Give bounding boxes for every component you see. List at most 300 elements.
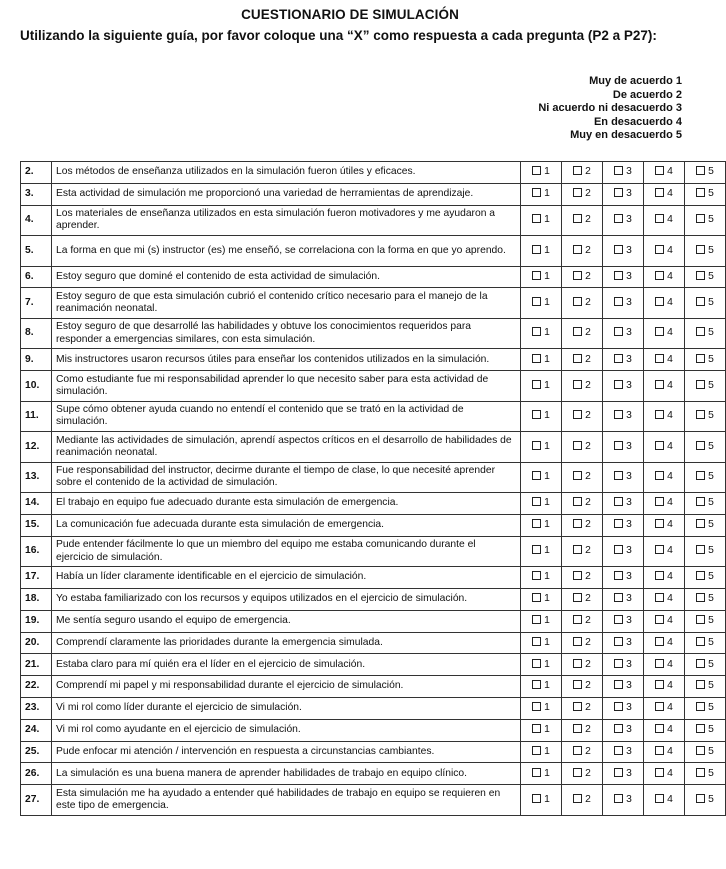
answer-option-2[interactable] — [562, 632, 603, 654]
checkbox[interactable] — [573, 471, 582, 480]
checkbox[interactable] — [532, 637, 541, 646]
checkbox[interactable] — [532, 571, 541, 580]
answer-option-2[interactable] — [562, 432, 603, 463]
checkbox[interactable] — [655, 327, 664, 336]
answer-option-2[interactable] — [562, 654, 603, 676]
answer-option-1[interactable] — [521, 401, 562, 432]
answer-option-1[interactable] — [521, 536, 562, 567]
question-text: Supe cómo obtener ayuda cuando no entendí el contenido que se trató en la actividad de simulación. — [52, 401, 521, 432]
checkbox[interactable] — [532, 680, 541, 689]
checkbox[interactable] — [532, 702, 541, 711]
checkbox[interactable] — [614, 519, 623, 528]
checkbox[interactable] — [655, 794, 664, 803]
answer-option-4[interactable] — [644, 162, 685, 184]
answer-option-2[interactable] — [562, 785, 603, 816]
answer-option-5[interactable] — [685, 514, 726, 536]
answer-option-2[interactable] — [562, 493, 603, 515]
answer-option-2[interactable] — [562, 610, 603, 632]
answer-option-1[interactable] — [521, 719, 562, 741]
answer-option-4[interactable] — [644, 288, 685, 319]
answer-option-5[interactable] — [685, 610, 726, 632]
checkbox[interactable] — [655, 637, 664, 646]
option-label: 1 — [544, 658, 550, 670]
checkbox[interactable] — [573, 702, 582, 711]
checkbox[interactable] — [532, 746, 541, 755]
answer-option-5[interactable] — [685, 236, 726, 267]
checkbox[interactable] — [532, 724, 541, 733]
answer-option-4[interactable] — [644, 610, 685, 632]
checkbox[interactable] — [696, 380, 705, 389]
option-label: 5 — [708, 296, 714, 308]
checkbox[interactable] — [696, 166, 705, 175]
answer-option-5[interactable] — [685, 162, 726, 184]
checkbox[interactable] — [614, 659, 623, 668]
answer-option-4[interactable] — [644, 536, 685, 567]
answer-option-1[interactable] — [521, 567, 562, 589]
answer-option-4[interactable] — [644, 676, 685, 698]
answer-option-2[interactable] — [562, 236, 603, 267]
checkbox[interactable] — [696, 354, 705, 363]
answer-option-2[interactable] — [562, 589, 603, 611]
answer-option-3[interactable] — [603, 676, 644, 698]
checkbox[interactable] — [655, 354, 664, 363]
answer-option-2[interactable] — [562, 266, 603, 288]
answer-option-2[interactable] — [562, 741, 603, 763]
checkbox[interactable] — [532, 519, 541, 528]
answer-option-2[interactable] — [562, 514, 603, 536]
answer-option-1[interactable] — [521, 266, 562, 288]
option-label: 1 — [544, 767, 550, 779]
checkbox[interactable] — [614, 746, 623, 755]
checkbox[interactable] — [573, 327, 582, 336]
checkbox[interactable] — [655, 659, 664, 668]
answer-option-3[interactable] — [603, 401, 644, 432]
answer-option-4[interactable] — [644, 462, 685, 493]
answer-option-2[interactable] — [562, 371, 603, 402]
answer-option-1[interactable] — [521, 371, 562, 402]
option-label: 2 — [585, 270, 591, 282]
answer-option-4[interactable] — [644, 567, 685, 589]
answer-option-3[interactable] — [603, 698, 644, 720]
answer-option-1[interactable] — [521, 183, 562, 205]
checkbox[interactable] — [614, 471, 623, 480]
checkbox[interactable] — [573, 354, 582, 363]
checkbox[interactable] — [655, 166, 664, 175]
checkbox[interactable] — [696, 441, 705, 450]
answer-option-4[interactable] — [644, 236, 685, 267]
scale-legend — [362, 75, 682, 143]
checkbox[interactable] — [696, 271, 705, 280]
answer-option-1[interactable] — [521, 162, 562, 184]
checkbox[interactable] — [573, 410, 582, 419]
answer-option-4[interactable] — [644, 493, 685, 515]
question-number: 11. — [21, 401, 52, 432]
answer-option-3[interactable] — [603, 266, 644, 288]
option-label: 2 — [585, 636, 591, 648]
option-label: 2 — [585, 767, 591, 779]
answer-option-5[interactable] — [685, 401, 726, 432]
answer-option-3[interactable] — [603, 236, 644, 267]
checkbox[interactable] — [573, 297, 582, 306]
checkbox[interactable] — [532, 188, 541, 197]
answer-option-5[interactable] — [685, 698, 726, 720]
answer-option-4[interactable] — [644, 371, 685, 402]
checkbox[interactable] — [696, 702, 705, 711]
answer-option-1[interactable] — [521, 698, 562, 720]
checkbox[interactable] — [614, 680, 623, 689]
option-label: 5 — [708, 767, 714, 779]
checkbox[interactable] — [573, 188, 582, 197]
checkbox[interactable] — [532, 497, 541, 506]
checkbox[interactable] — [614, 545, 623, 554]
answer-option-1[interactable] — [521, 349, 562, 371]
answer-option-4[interactable] — [644, 514, 685, 536]
checkbox[interactable] — [532, 214, 541, 223]
answer-option-1[interactable] — [521, 610, 562, 632]
answer-option-4[interactable] — [644, 349, 685, 371]
answer-option-4[interactable] — [644, 785, 685, 816]
option-label: 5 — [708, 410, 714, 422]
question-text: Vi mi rol como ayudante en el ejercicio de simulación. — [52, 719, 521, 741]
checkbox[interactable] — [573, 166, 582, 175]
checkbox[interactable] — [532, 327, 541, 336]
option-label: 3 — [626, 767, 632, 779]
checkbox[interactable] — [573, 746, 582, 755]
answer-option-3[interactable] — [603, 536, 644, 567]
checkbox[interactable] — [614, 794, 623, 803]
answer-option-4[interactable] — [644, 318, 685, 349]
answer-option-3[interactable] — [603, 763, 644, 785]
checkbox[interactable] — [532, 471, 541, 480]
checkbox[interactable] — [614, 615, 623, 624]
question-number: 8. — [21, 318, 52, 349]
answer-option-3[interactable] — [603, 589, 644, 611]
answer-option-2[interactable] — [562, 401, 603, 432]
checkbox[interactable] — [614, 327, 623, 336]
answer-option-1[interactable] — [521, 741, 562, 763]
question-number: 9. — [21, 349, 52, 371]
checkbox[interactable] — [696, 214, 705, 223]
checkbox[interactable] — [614, 354, 623, 363]
answer-option-1[interactable] — [521, 288, 562, 319]
option-label: 4 — [667, 745, 673, 757]
checkbox[interactable] — [532, 380, 541, 389]
option-label: 2 — [585, 724, 591, 736]
checkbox[interactable] — [532, 297, 541, 306]
checkbox[interactable] — [655, 271, 664, 280]
answer-option-1[interactable] — [521, 432, 562, 463]
answer-option-2[interactable] — [562, 536, 603, 567]
answer-option-3[interactable] — [603, 719, 644, 741]
option-label: 3 — [626, 745, 632, 757]
answer-option-3[interactable] — [603, 205, 644, 236]
answer-option-3[interactable] — [603, 371, 644, 402]
answer-option-3[interactable] — [603, 610, 644, 632]
answer-option-2[interactable] — [562, 318, 603, 349]
checkbox[interactable] — [655, 746, 664, 755]
checkbox[interactable] — [696, 724, 705, 733]
answer-option-3[interactable] — [603, 567, 644, 589]
answer-option-3[interactable] — [603, 162, 644, 184]
answer-option-1[interactable] — [521, 462, 562, 493]
checkbox[interactable] — [655, 497, 664, 506]
question-text: Los materiales de enseñanza utilizados en esta simulación fueron motivadores y me ayudaron a aprender. — [52, 205, 521, 236]
checkbox[interactable] — [614, 166, 623, 175]
table-row — [21, 493, 726, 515]
answer-option-1[interactable] — [521, 514, 562, 536]
checkbox[interactable] — [573, 659, 582, 668]
answer-option-4[interactable] — [644, 741, 685, 763]
option-label: 5 — [708, 571, 714, 583]
answer-option-3[interactable] — [603, 493, 644, 515]
checkbox[interactable] — [696, 593, 705, 602]
answer-option-1[interactable] — [521, 589, 562, 611]
answer-option-4[interactable] — [644, 205, 685, 236]
answer-option-5[interactable] — [685, 654, 726, 676]
answer-option-5[interactable] — [685, 536, 726, 567]
checkbox[interactable] — [573, 680, 582, 689]
checkbox[interactable] — [614, 410, 623, 419]
answer-option-2[interactable] — [562, 205, 603, 236]
option-label: 1 — [544, 793, 550, 805]
checkbox[interactable] — [696, 245, 705, 254]
checkbox[interactable] — [532, 545, 541, 554]
answer-option-3[interactable] — [603, 432, 644, 463]
checkbox[interactable] — [532, 659, 541, 668]
checkbox[interactable] — [655, 724, 664, 733]
answer-option-2[interactable] — [562, 162, 603, 184]
checkbox[interactable] — [614, 188, 623, 197]
question-number: 27. — [21, 785, 52, 816]
checkbox[interactable] — [655, 519, 664, 528]
checkbox[interactable] — [696, 497, 705, 506]
checkbox[interactable] — [614, 271, 623, 280]
answer-option-3[interactable] — [603, 183, 644, 205]
checkbox[interactable] — [532, 768, 541, 777]
option-label: 5 — [708, 327, 714, 339]
answer-option-4[interactable] — [644, 632, 685, 654]
answer-option-3[interactable] — [603, 462, 644, 493]
checkbox[interactable] — [614, 571, 623, 580]
option-label: 4 — [667, 166, 673, 178]
checkbox[interactable] — [655, 410, 664, 419]
checkbox[interactable] — [614, 214, 623, 223]
answer-option-1[interactable] — [521, 763, 562, 785]
answer-option-5[interactable] — [685, 462, 726, 493]
checkbox[interactable] — [573, 245, 582, 254]
checkbox[interactable] — [532, 271, 541, 280]
checkbox[interactable] — [532, 166, 541, 175]
answer-option-3[interactable] — [603, 349, 644, 371]
answer-option-1[interactable] — [521, 632, 562, 654]
answer-option-5[interactable] — [685, 785, 726, 816]
checkbox[interactable] — [696, 794, 705, 803]
checkbox[interactable] — [696, 545, 705, 554]
answer-option-2[interactable] — [562, 763, 603, 785]
table-row — [21, 536, 726, 567]
checkbox[interactable] — [655, 680, 664, 689]
answer-option-2[interactable] — [562, 462, 603, 493]
checkbox[interactable] — [696, 659, 705, 668]
checkbox[interactable] — [655, 702, 664, 711]
answer-option-3[interactable] — [603, 318, 644, 349]
option-label: 4 — [667, 440, 673, 452]
checkbox[interactable] — [573, 441, 582, 450]
answer-option-5[interactable] — [685, 741, 726, 763]
answer-option-5[interactable] — [685, 266, 726, 288]
answer-option-2[interactable] — [562, 288, 603, 319]
checkbox[interactable] — [655, 615, 664, 624]
page-title: CUESTIONARIO DE SIMULACIÓN — [241, 7, 459, 22]
checkbox[interactable] — [655, 245, 664, 254]
checkbox[interactable] — [655, 441, 664, 450]
answer-option-5[interactable] — [685, 632, 726, 654]
answer-option-3[interactable] — [603, 654, 644, 676]
answer-option-1[interactable] — [521, 318, 562, 349]
answer-option-2[interactable] — [562, 698, 603, 720]
answer-option-1[interactable] — [521, 676, 562, 698]
checkbox[interactable] — [532, 245, 541, 254]
checkbox[interactable] — [696, 471, 705, 480]
checkbox[interactable] — [573, 380, 582, 389]
checkbox[interactable] — [655, 188, 664, 197]
checkbox[interactable] — [696, 327, 705, 336]
checkbox[interactable] — [573, 545, 582, 554]
checkbox[interactable] — [614, 245, 623, 254]
answer-option-5[interactable] — [685, 763, 726, 785]
question-number: 24. — [21, 719, 52, 741]
checkbox[interactable] — [696, 615, 705, 624]
answer-option-4[interactable] — [644, 654, 685, 676]
answer-option-4[interactable] — [644, 763, 685, 785]
checkbox[interactable] — [573, 519, 582, 528]
checkbox[interactable] — [573, 497, 582, 506]
answer-option-4[interactable] — [644, 589, 685, 611]
answer-option-5[interactable] — [685, 205, 726, 236]
legend-item: Muy en desacuerdo 5 — [570, 129, 682, 142]
checkbox[interactable] — [696, 188, 705, 197]
answer-option-2[interactable] — [562, 567, 603, 589]
answer-option-4[interactable] — [644, 698, 685, 720]
checkbox[interactable] — [696, 571, 705, 580]
option-label: 1 — [544, 379, 550, 391]
answer-option-4[interactable] — [644, 183, 685, 205]
checkbox[interactable] — [573, 637, 582, 646]
answer-option-3[interactable] — [603, 288, 644, 319]
checkbox[interactable] — [573, 214, 582, 223]
checkbox[interactable] — [655, 571, 664, 580]
checkbox[interactable] — [655, 380, 664, 389]
answer-option-5[interactable] — [685, 371, 726, 402]
checkbox[interactable] — [696, 637, 705, 646]
checkbox[interactable] — [696, 410, 705, 419]
checkbox[interactable] — [614, 702, 623, 711]
answer-option-2[interactable] — [562, 719, 603, 741]
answer-option-1[interactable] — [521, 785, 562, 816]
checkbox[interactable] — [696, 680, 705, 689]
option-label: 2 — [585, 410, 591, 422]
answer-option-5[interactable] — [685, 493, 726, 515]
checkbox[interactable] — [614, 724, 623, 733]
option-label: 5 — [708, 545, 714, 557]
option-label: 3 — [626, 724, 632, 736]
answer-option-5[interactable] — [685, 288, 726, 319]
answer-option-5[interactable] — [685, 676, 726, 698]
checkbox[interactable] — [655, 471, 664, 480]
answer-option-3[interactable] — [603, 632, 644, 654]
answer-option-2[interactable] — [562, 676, 603, 698]
checkbox[interactable] — [655, 214, 664, 223]
answer-option-5[interactable] — [685, 719, 726, 741]
answer-option-5[interactable] — [685, 567, 726, 589]
checkbox[interactable] — [532, 441, 541, 450]
checkbox[interactable] — [532, 593, 541, 602]
answer-option-1[interactable] — [521, 493, 562, 515]
checkbox[interactable] — [655, 545, 664, 554]
checkbox[interactable] — [696, 297, 705, 306]
checkbox[interactable] — [573, 271, 582, 280]
answer-option-4[interactable] — [644, 266, 685, 288]
table-row — [21, 183, 726, 205]
checkbox[interactable] — [532, 615, 541, 624]
answer-option-4[interactable] — [644, 719, 685, 741]
checkbox[interactable] — [696, 519, 705, 528]
answer-option-3[interactable] — [603, 514, 644, 536]
checkbox[interactable] — [696, 768, 705, 777]
answer-option-2[interactable] — [562, 183, 603, 205]
checkbox[interactable] — [614, 441, 623, 450]
option-label: 1 — [544, 545, 550, 557]
checkbox[interactable] — [696, 746, 705, 755]
question-text: Pude entender fácilmente lo que un miembro del equipo me estaba comunicando durante el ejercicio de simulación. — [52, 536, 521, 567]
option-label: 4 — [667, 270, 673, 282]
checkbox[interactable] — [573, 794, 582, 803]
checkbox[interactable] — [532, 794, 541, 803]
checkbox[interactable] — [614, 380, 623, 389]
checkbox[interactable] — [614, 297, 623, 306]
checkbox[interactable] — [655, 297, 664, 306]
checkbox[interactable] — [532, 410, 541, 419]
answer-option-1[interactable] — [521, 205, 562, 236]
checkbox[interactable] — [573, 724, 582, 733]
answer-option-5[interactable] — [685, 318, 726, 349]
answer-option-3[interactable] — [603, 785, 644, 816]
answer-option-1[interactable] — [521, 236, 562, 267]
checkbox[interactable] — [573, 615, 582, 624]
answer-option-5[interactable] — [685, 589, 726, 611]
answer-option-5[interactable] — [685, 349, 726, 371]
answer-option-4[interactable] — [644, 432, 685, 463]
answer-option-1[interactable] — [521, 654, 562, 676]
checkbox[interactable] — [532, 354, 541, 363]
answer-option-5[interactable] — [685, 432, 726, 463]
answer-option-3[interactable] — [603, 741, 644, 763]
checkbox[interactable] — [614, 768, 623, 777]
option-label: 5 — [708, 519, 714, 531]
answer-option-2[interactable] — [562, 349, 603, 371]
option-label: 3 — [626, 793, 632, 805]
answer-option-4[interactable] — [644, 401, 685, 432]
checkbox[interactable] — [573, 571, 582, 580]
checkbox[interactable] — [614, 593, 623, 602]
checkbox[interactable] — [573, 768, 582, 777]
checkbox[interactable] — [614, 497, 623, 506]
checkbox[interactable] — [614, 637, 623, 646]
checkbox[interactable] — [573, 593, 582, 602]
checkbox[interactable] — [655, 768, 664, 777]
checkbox[interactable] — [655, 593, 664, 602]
answer-option-5[interactable] — [685, 183, 726, 205]
